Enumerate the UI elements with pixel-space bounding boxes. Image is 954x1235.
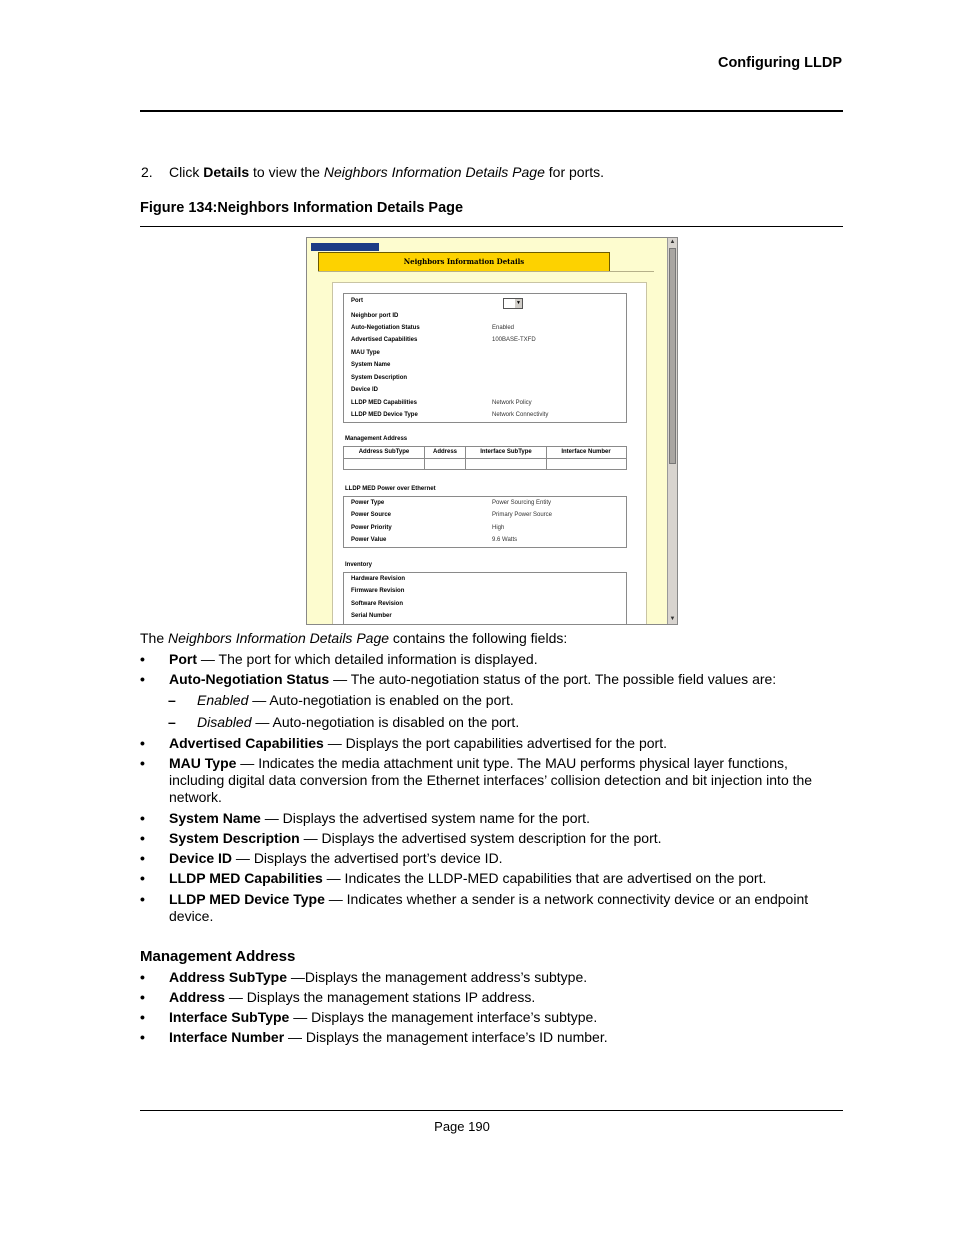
row-advertised-capabilities bbox=[351, 335, 621, 345]
bullet-desc: — Indicates the LLDP-MED capabilities that are advertised on the port. bbox=[322, 870, 767, 886]
figure-caption: Figure 134:Neighbors Information Details Page bbox=[140, 200, 464, 216]
management-table bbox=[343, 446, 627, 470]
col-interface-subtype: Interface SubType bbox=[466, 447, 547, 469]
row-device-id bbox=[351, 385, 621, 395]
row-port bbox=[351, 296, 621, 306]
row-neighbor-port-id bbox=[351, 311, 621, 321]
bullet-icon: • bbox=[140, 891, 145, 907]
dash-icon: – bbox=[168, 714, 176, 730]
row-label: Power Value bbox=[351, 537, 387, 543]
row-value: Enabled bbox=[492, 325, 515, 331]
row-value: Network Policy bbox=[492, 400, 532, 406]
bullet-desc: — Displays the management stations IP address. bbox=[225, 989, 536, 1005]
general-info-box bbox=[343, 293, 627, 423]
row-value: 9.6 Watts bbox=[492, 537, 518, 543]
bullet-icon: • bbox=[140, 850, 145, 866]
bullet-term: LLDP MED Capabilities bbox=[169, 870, 323, 886]
row-label: LLDP MED Capabilities bbox=[351, 400, 417, 406]
bullet-term: Address bbox=[169, 989, 226, 1005]
inventory-section-label: Inventory bbox=[345, 562, 373, 568]
power-box bbox=[343, 496, 627, 548]
scroll-up-icon[interactable]: ▲ bbox=[669, 239, 676, 245]
step-2 bbox=[141, 164, 604, 180]
row-auto-negotiation bbox=[351, 323, 621, 333]
bullet-icon: • bbox=[140, 671, 145, 687]
row-mau-type bbox=[351, 348, 621, 358]
row-lldp-med-device-type bbox=[351, 410, 621, 420]
bullet-term: Port bbox=[169, 651, 197, 667]
bullet-icon: • bbox=[140, 870, 145, 886]
row-power-source bbox=[351, 510, 621, 520]
bullet-icon: • bbox=[140, 651, 145, 667]
step-middle: to view the bbox=[249, 164, 324, 180]
port-select[interactable] bbox=[503, 298, 523, 309]
sub-term: Disabled bbox=[197, 714, 252, 730]
row-value: Network Connectivity bbox=[492, 412, 549, 418]
row-power-value bbox=[351, 535, 621, 545]
intro-suffix: contains the following fields: bbox=[389, 630, 568, 646]
chevron-down-icon: ▼ bbox=[516, 300, 521, 306]
row-power-type bbox=[351, 498, 621, 508]
power-section-label: LLDP MED Power over Ethernet bbox=[345, 486, 436, 492]
row-label: Software Revision bbox=[351, 601, 404, 607]
screenshot-scrollbar[interactable] bbox=[667, 238, 677, 624]
row-hardware-revision bbox=[351, 574, 621, 584]
header-rule bbox=[140, 110, 843, 112]
bullet-term: LLDP MED Device Type bbox=[169, 891, 325, 907]
step-prefix: Click bbox=[169, 164, 204, 180]
row-label: Device ID bbox=[351, 387, 379, 393]
col-address: Address bbox=[425, 447, 466, 469]
bullet-term: Interface Number bbox=[169, 1029, 285, 1045]
bullet-desc: — Displays the advertised port’s device ID. bbox=[232, 850, 503, 866]
management-section-label: Management Address bbox=[345, 436, 408, 442]
bullet-desc: — The port for which detailed information is displayed. bbox=[197, 651, 538, 667]
footer-rule bbox=[140, 1110, 843, 1111]
sub-desc: — Auto-negotiation is disabled on the port. bbox=[251, 714, 520, 730]
inventory-box bbox=[343, 572, 627, 625]
bullet-term: Auto-Negotiation Status bbox=[169, 671, 330, 687]
row-label: System Description bbox=[351, 375, 408, 381]
bullet-icon: • bbox=[140, 810, 145, 826]
row-software-revision bbox=[351, 599, 621, 609]
row-label: Serial Number bbox=[351, 613, 392, 619]
bullet-term: Address SubType bbox=[169, 969, 287, 985]
bullet-desc: — Displays the advertised system description for the port. bbox=[299, 830, 662, 846]
col-interface-number: Interface Number bbox=[561, 449, 611, 455]
row-label: System Name bbox=[351, 362, 391, 368]
row-label: Advertised Capabilities bbox=[351, 337, 418, 343]
bullet-term: Device ID bbox=[169, 850, 233, 866]
scrollbar-thumb[interactable] bbox=[669, 248, 676, 464]
caption-rule bbox=[140, 226, 843, 227]
bullet-desc: — The auto-negotiation status of the port. The possible field values are: bbox=[329, 671, 777, 687]
bullet-desc: — Displays the advertised system name for the port. bbox=[260, 810, 590, 826]
row-value: Power Sourcing Entity bbox=[492, 500, 552, 506]
row-system-name bbox=[351, 360, 621, 370]
dash-icon: – bbox=[168, 692, 176, 708]
intro-page-name: Neighbors Information Details Page bbox=[168, 630, 390, 646]
row-label: LLDP MED Device Type bbox=[351, 412, 418, 418]
bullet-desc: — Displays the port capabilities advertised for the port. bbox=[323, 735, 667, 751]
sub-desc: — Auto-negotiation is enabled on the port. bbox=[248, 692, 514, 708]
row-label: Port bbox=[351, 298, 363, 304]
row-label: Power Source bbox=[351, 512, 392, 518]
sub-term: Enabled bbox=[197, 692, 249, 708]
intro-paragraph bbox=[140, 630, 567, 646]
row-lldp-med-capabilities bbox=[351, 398, 621, 408]
step-suffix: for ports. bbox=[544, 164, 605, 180]
bullet-icon: • bbox=[140, 755, 145, 771]
bullet-icon: • bbox=[140, 1009, 145, 1025]
bullet-icon: • bbox=[140, 735, 145, 751]
row-firmware-revision bbox=[351, 586, 621, 596]
bullet-icon: • bbox=[140, 989, 145, 1005]
bullet-icon: • bbox=[140, 969, 145, 985]
row-power-priority bbox=[351, 523, 621, 533]
bullet-term: System Name bbox=[169, 810, 261, 826]
row-value: 100BASE-TXFD bbox=[492, 337, 536, 343]
screenshot-title: Neighbors Information Details bbox=[318, 252, 610, 272]
row-label: Firmware Revision bbox=[351, 588, 405, 594]
page-number: Page 190 bbox=[434, 1119, 490, 1134]
bullet-icon: • bbox=[140, 830, 145, 846]
bullet-desc: —Displays the management address’s subtype. bbox=[287, 969, 588, 985]
row-system-description bbox=[351, 373, 621, 383]
step-number: 2. bbox=[141, 164, 153, 180]
row-label: Neighbor port ID bbox=[351, 313, 399, 319]
row-label: Power Priority bbox=[351, 525, 392, 531]
step-page-name: Neighbors Information Details Page bbox=[323, 164, 545, 180]
bullet-desc: — Displays the management interface’s subtype. bbox=[289, 1009, 598, 1025]
details-panel bbox=[332, 282, 647, 625]
bullet-desc: — Indicates whether a sender is a network connectivity device or an endpoint device. bbox=[169, 891, 809, 924]
row-label: MAU Type bbox=[351, 350, 380, 356]
row-value: High bbox=[492, 525, 505, 531]
bullet-term: MAU Type bbox=[169, 755, 237, 771]
row-label: Auto-Negotiation Status bbox=[351, 325, 420, 331]
bullet-term: Advertised Capabilities bbox=[169, 735, 324, 751]
bullet-desc: — Displays the management interface’s ID number. bbox=[284, 1029, 608, 1045]
row-value: Primary Power Source bbox=[492, 512, 553, 518]
step-details-term: Details bbox=[203, 164, 250, 180]
row-label: Power Type bbox=[351, 500, 385, 506]
bullet-term: System Description bbox=[169, 830, 300, 846]
screenshot-title-rule bbox=[318, 271, 654, 272]
section-title: Configuring LLDP bbox=[717, 55, 842, 71]
bullet-icon: • bbox=[140, 1029, 145, 1045]
neighbors-details-screenshot bbox=[306, 237, 678, 625]
col-address-subtype: Address SubType bbox=[344, 447, 425, 469]
screenshot-tab-bar bbox=[311, 243, 379, 251]
row-serial-number bbox=[351, 611, 621, 621]
scroll-down-icon[interactable]: ▼ bbox=[669, 616, 676, 622]
row-label: Hardware Revision bbox=[351, 576, 406, 582]
bullet-desc: — Indicates the media attachment unit type. The MAU performs physical layer functions, including digital data conversion from the Ethernet interfaces’ collision detection and bit injection into the network. bbox=[169, 755, 813, 805]
bullet-term: Interface SubType bbox=[169, 1009, 290, 1025]
table-header-rule bbox=[344, 458, 626, 459]
management-address-heading: Management Address bbox=[140, 948, 296, 965]
intro-prefix: The bbox=[140, 630, 169, 646]
